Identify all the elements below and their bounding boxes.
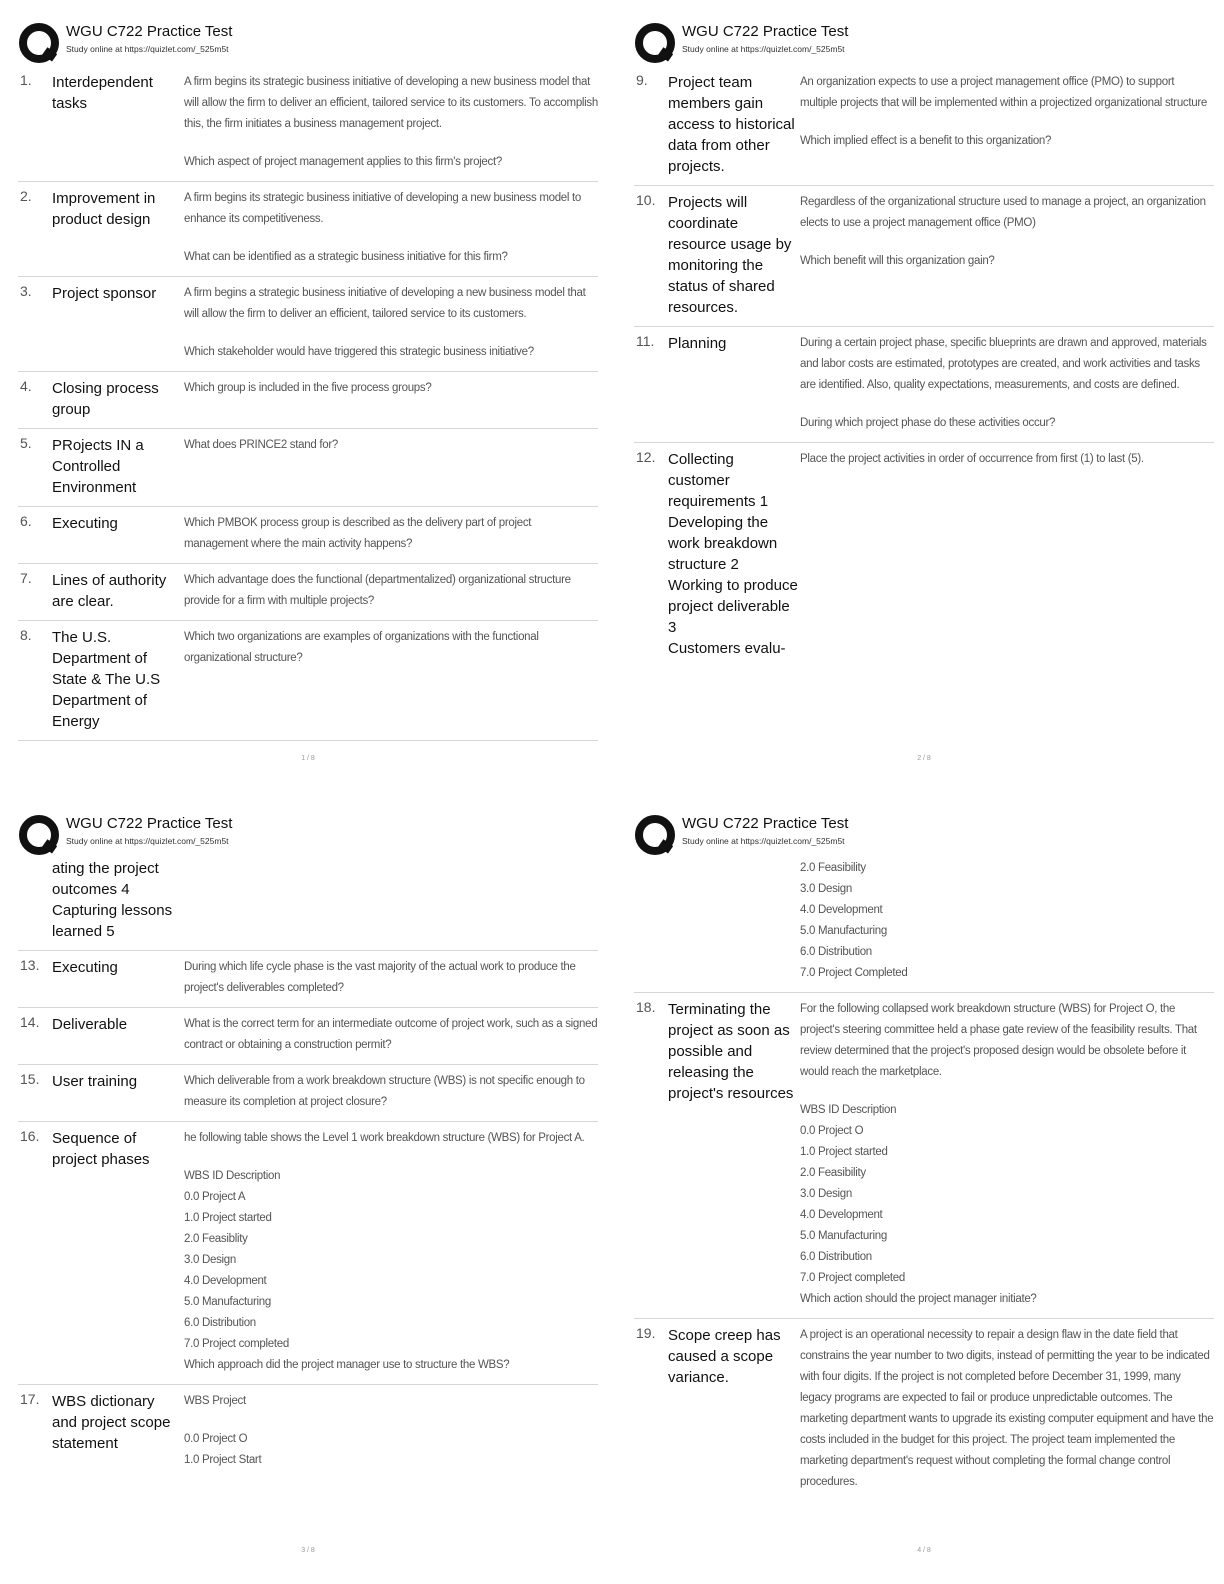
card-number: 14. bbox=[20, 1014, 40, 1030]
wbs-line: 3.0 Design bbox=[800, 1188, 852, 1200]
quizlet-logo-icon bbox=[634, 814, 676, 856]
card-definition: he following table shows the Level 1 work breakdown structure (WBS) for Project A. WBS ID Description 0.0 Project A 1.0 Project started 2.0 Feasiblity 3.0 Design 4.0 Development 5.0 Manufacturing 6.0 Distribution 7.0 Project completed Which approach did the project manager use to structure the WBS? bbox=[182, 1128, 598, 1376]
card-definition: Which two organizations are examples of organizations with the functional organizational structure? bbox=[184, 631, 539, 664]
study-link[interactable]: Study online at https://quizlet.com/_525m5t bbox=[682, 44, 845, 54]
wbs-line: 6.0 Distribution bbox=[800, 1251, 872, 1263]
card-definition: Which group is included in the five process groups? bbox=[184, 382, 432, 394]
document-page-4 bbox=[634, 812, 1214, 1572]
card-term: WBS dictionary and project scope statement bbox=[52, 1393, 171, 1452]
card-definition: Which deliverable from a work breakdown structure (WBS) is not specific enough to measure its completion at project closure? bbox=[184, 1075, 585, 1108]
card-number: 12. bbox=[636, 449, 656, 465]
card-definition: A firm begins a strategic business initiative of developing a new business model that will allow the firm to deliver an efficient, tailored service to its customers. Which stakeholder would have triggered this strategic business initiative? bbox=[184, 287, 586, 358]
wbs-line: 1.0 Project Start bbox=[184, 1454, 262, 1466]
page-title: WGU C722 Practice Test bbox=[682, 815, 849, 832]
card-number: 1. bbox=[20, 72, 32, 88]
card-term: Closing process group bbox=[52, 380, 159, 418]
card bbox=[18, 621, 598, 741]
wbs-line: WBS ID Description bbox=[800, 1104, 897, 1116]
card-term: Project sponsor bbox=[52, 285, 157, 302]
card bbox=[18, 1008, 598, 1065]
card-number: 16. bbox=[20, 1128, 40, 1144]
card-definition bbox=[798, 858, 1214, 984]
document-page-2 bbox=[634, 20, 1214, 780]
card bbox=[18, 277, 598, 372]
card-continued bbox=[634, 858, 1214, 993]
card-definition: During which life cycle phase is the vast majority of the actual work to produce the project's deliverables completed? bbox=[184, 961, 576, 994]
wbs-line: Which action should the project manager initiate? bbox=[800, 1293, 1037, 1305]
card-list bbox=[18, 858, 598, 1479]
wbs-line: 7.0 Project completed bbox=[800, 1272, 905, 1284]
wbs-line: 0.0 Project O bbox=[184, 1433, 248, 1445]
card-definition: A project is an operational necessity to repair a design flaw in the date field that constrains the year number to two digits, instead of permitting the year to be indicated with four digits. If the project is not completed before December 31, 1999, many legacy programs are expected to fail or produce unpredictable outcomes. The marketing department wants to upgrade its existing computer equipment and have the costs included in the budget for this project. The project team implemented the marketing department's request without completing the formal change control procedures. bbox=[800, 1329, 1214, 1488]
card bbox=[634, 1319, 1214, 1501]
card-term: Sequence of project phases bbox=[52, 1130, 150, 1168]
card-term: Projects will coordinate resource usage by monitoring the status of shared resources. bbox=[668, 194, 792, 316]
quizlet-logo-icon bbox=[18, 22, 60, 64]
study-link[interactable]: Study online at https://quizlet.com/_525m5t bbox=[682, 836, 845, 846]
card-term: Project team members gain access to historical data from other projects. bbox=[668, 74, 795, 175]
card-term: Terminating the project as soon as possible and releasing the project's resources bbox=[668, 1001, 794, 1102]
card bbox=[18, 951, 598, 1008]
card-number: 2. bbox=[20, 188, 32, 204]
card-number: 13. bbox=[20, 957, 40, 973]
card-term: PRojects IN a Controlled Environment bbox=[52, 437, 144, 496]
page-title: WGU C722 Practice Test bbox=[66, 815, 233, 832]
card-definition: A firm begins its strategic business initiative of developing a new business model that will allow the firm to deliver an efficient, tailored service to its customers. To accomplish this, the firm initiates a business management project. Which aspect of project management applies to this firm's project? bbox=[184, 76, 598, 168]
card-number: 3. bbox=[20, 283, 32, 299]
wbs-line: 2.0 Feasiblity bbox=[184, 1233, 248, 1245]
card-number: 4. bbox=[20, 378, 32, 394]
card bbox=[634, 186, 1214, 327]
page-number: 1 / 8 bbox=[301, 755, 315, 762]
card-number: 10. bbox=[636, 192, 656, 208]
card-term: Deliverable bbox=[52, 1016, 128, 1033]
card bbox=[634, 66, 1214, 186]
card-number: 11. bbox=[636, 333, 655, 349]
card-definition: An organization expects to use a project management office (PMO) to support multiple projects that will be implemented within a projectized organizational structure Which implied effect is a benefit to this organization? bbox=[800, 76, 1207, 147]
card-term: Interdependent tasks bbox=[52, 74, 153, 112]
study-link[interactable]: Study online at https://quizlet.com/_525m5t bbox=[66, 44, 229, 54]
wbs-line: 5.0 Manufacturing bbox=[800, 925, 887, 937]
card bbox=[18, 66, 598, 182]
card-term: Executing bbox=[52, 515, 118, 532]
card-number: 17. bbox=[20, 1391, 40, 1407]
wbs-line: 6.0 Distribution bbox=[184, 1317, 256, 1329]
card-definition: Which advantage does the functional (departmentalized) organizational structure provide for a firm with multiple projects? bbox=[184, 574, 571, 607]
card-term: Improvement in product design bbox=[52, 190, 156, 228]
card-number: 5. bbox=[20, 435, 32, 451]
card-number: 15. bbox=[20, 1071, 40, 1087]
card bbox=[634, 327, 1214, 443]
wbs-line: WBS ID Description bbox=[184, 1170, 281, 1182]
wbs-line: 7.0 Project completed bbox=[184, 1338, 289, 1350]
card bbox=[18, 429, 598, 507]
quizlet-logo-icon bbox=[18, 814, 60, 856]
card-definition: WBS Project 0.0 Project O 1.0 Project Start bbox=[182, 1391, 598, 1471]
page-title: WGU C722 Practice Test bbox=[66, 23, 233, 40]
card-definition: What does PRINCE2 stand for? bbox=[184, 439, 338, 451]
card-definition: A firm begins its strategic business initiative of developing a new business model to enhance its competitiveness. What can be identified as a strategic business initiative for this firm? bbox=[184, 192, 582, 263]
card-number: 19. bbox=[636, 1325, 656, 1341]
wbs-line: 4.0 Development bbox=[800, 904, 883, 916]
card-definition: Place the project activities in order of occurrence from first (1) to last (5). bbox=[800, 453, 1144, 465]
wbs-line: 4.0 Development bbox=[184, 1275, 267, 1287]
card bbox=[18, 507, 598, 564]
card-number: 9. bbox=[636, 72, 648, 88]
card-list bbox=[634, 66, 1214, 667]
card-term: Collecting customer requirements 1 Developing the work breakdown structure 2 Working to produce project deliverable 3 Customers evalu- bbox=[668, 451, 798, 657]
wbs-line: 6.0 Distribution bbox=[800, 946, 872, 958]
card-term: Executing bbox=[52, 959, 118, 976]
card-definition: Which PMBOK process group is described as the delivery part of project management where the main activity happens? bbox=[184, 517, 532, 550]
card-number: 18. bbox=[636, 999, 656, 1015]
card-list bbox=[634, 858, 1214, 1501]
page-title: WGU C722 Practice Test bbox=[682, 23, 849, 40]
page-number: 4 / 8 bbox=[917, 1547, 931, 1554]
wbs-line: 0.0 Project O bbox=[800, 1125, 864, 1137]
card bbox=[18, 1065, 598, 1122]
card bbox=[18, 182, 598, 277]
card-definition: Regardless of the organizational structure used to manage a project, an organization elects to use a project management office (PMO) Which benefit will this organization gain? bbox=[800, 196, 1206, 267]
wbs-line: 2.0 Feasibility bbox=[800, 1167, 866, 1179]
card bbox=[18, 564, 598, 621]
document-page-3 bbox=[18, 812, 598, 1572]
card-term: Planning bbox=[668, 335, 727, 352]
card-list bbox=[18, 66, 598, 741]
wbs-line: Which approach did the project manager use to structure the WBS? bbox=[184, 1359, 510, 1371]
page-number: 3 / 8 bbox=[301, 1547, 315, 1554]
card bbox=[18, 1122, 598, 1385]
card-number: 7. bbox=[20, 570, 32, 586]
study-link[interactable]: Study online at https://quizlet.com/_525m5t bbox=[66, 836, 229, 846]
card bbox=[18, 1385, 598, 1479]
wbs-line: 3.0 Design bbox=[800, 883, 852, 895]
wbs-line: 0.0 Project A bbox=[184, 1191, 246, 1203]
wbs-line: 4.0 Development bbox=[800, 1209, 883, 1221]
wbs-line: 1.0 Project started bbox=[800, 1146, 888, 1158]
card-definition: For the following collapsed work breakdown structure (WBS) for Project O, the project's steering committee held a phase gate review of the feasibility results. That review determined that the project's proposed design would be obsolete before it would reach the marketplace. WBS ID Description 0.0 Project O 1.0 Project started 2.0 Feasibility 3.0 Design 4.0 Development 5.0 Manufacturing 6.0 Distribution 7.0 Project completed Which action should the project manager initiate? bbox=[798, 999, 1214, 1310]
wbs-line: 1.0 Project started bbox=[184, 1212, 272, 1224]
card-definition: What is the correct term for an intermediate outcome of project work, such as a signed contract or obtaining a construction permit? bbox=[184, 1018, 598, 1051]
card-definition: During a certain project phase, specific blueprints are drawn and approved, materials and labor costs are estimated, prototypes are created, and work activities and tasks are identified. Also, quality expectations, measurements, and costs are defined. During which project phase do these activities occur? bbox=[800, 337, 1207, 429]
card-number: 8. bbox=[20, 627, 32, 643]
page-number: 2 / 8 bbox=[917, 755, 931, 762]
wbs-line: 5.0 Manufacturing bbox=[800, 1230, 887, 1242]
wbs-line: 3.0 Design bbox=[184, 1254, 236, 1266]
card bbox=[18, 372, 598, 429]
wbs-line: 5.0 Manufacturing bbox=[184, 1296, 271, 1308]
document-page-1 bbox=[18, 20, 598, 780]
card bbox=[634, 993, 1214, 1319]
card-continued bbox=[18, 858, 598, 951]
page-header bbox=[634, 20, 1214, 66]
card-term: Scope creep has caused a scope variance. bbox=[668, 1327, 781, 1386]
page-header bbox=[18, 812, 598, 858]
wbs-line: 7.0 Project Completed bbox=[800, 967, 908, 979]
card-term: The U.S. Department of State & The U.S Department of Energy bbox=[52, 629, 161, 730]
card-number: 6. bbox=[20, 513, 32, 529]
card-term: ating the project outcomes 4 Capturing lessons learned 5 bbox=[52, 860, 173, 940]
card-term: User training bbox=[52, 1073, 138, 1090]
quizlet-logo-icon bbox=[634, 22, 676, 64]
page-header bbox=[634, 812, 1214, 858]
card-term: Lines of authority are clear. bbox=[52, 572, 167, 610]
page-header bbox=[18, 20, 598, 66]
wbs-line: 2.0 Feasibility bbox=[800, 862, 866, 874]
card bbox=[634, 443, 1214, 667]
